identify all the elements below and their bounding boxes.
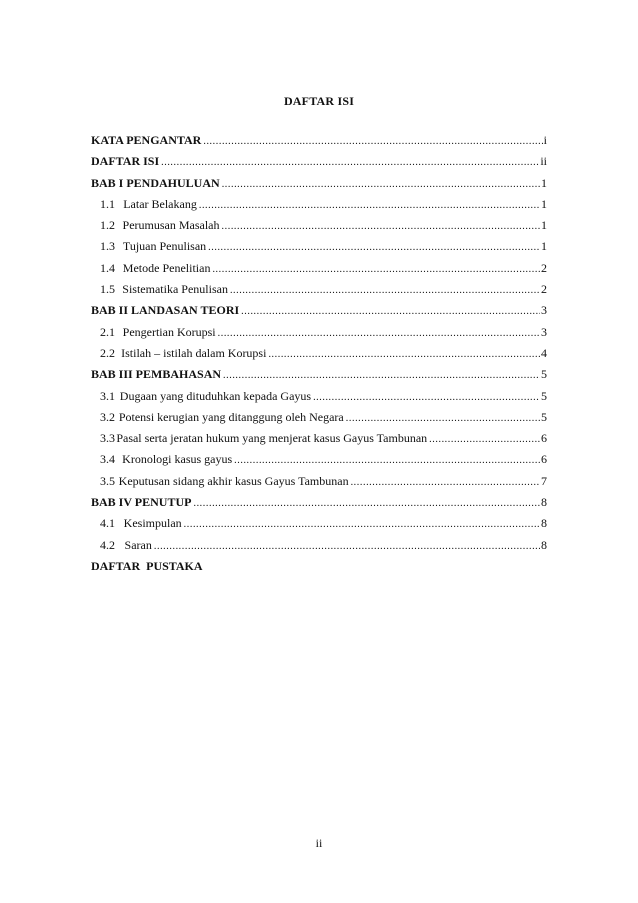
toc-page-number: 8: [541, 537, 547, 552]
toc-entry-2-1[interactable]: [91, 322, 547, 343]
dot-leader: [222, 174, 540, 194]
toc-entry-4-2[interactable]: [91, 535, 547, 556]
toc-page-number: i: [543, 133, 547, 147]
dot-leader: [203, 131, 542, 151]
toc-entry-1-1[interactable]: [91, 194, 547, 215]
toc-page-number: 1: [541, 175, 547, 190]
toc-page-number: 1: [541, 196, 547, 211]
toc-entry-label: Sistematika Penulisan: [122, 282, 228, 297]
toc-section-number: 1.5: [100, 282, 115, 297]
toc-entry-1-3[interactable]: [91, 236, 547, 257]
dot-leader: [346, 408, 540, 428]
toc-section-number: 1.1: [100, 196, 115, 211]
dot-leader: [223, 365, 540, 385]
toc-entry-label: Dugaan yang dituduhkan kepada Gayus: [119, 388, 312, 403]
toc-section-number: 1.2: [100, 218, 115, 233]
dot-leader: [241, 301, 540, 321]
toc-entry-label: Kesimpulan: [123, 516, 182, 531]
dot-leader: [230, 280, 540, 300]
toc-entry-bab-3[interactable]: [91, 364, 547, 385]
toc-entry-daftar-isi[interactable]: [91, 151, 547, 172]
dot-leader: [212, 259, 540, 279]
dot-leader: [184, 514, 540, 534]
toc-entry-label: Perumusan Masalah: [122, 218, 220, 233]
toc-page-number: 4: [541, 345, 547, 360]
toc-entry-1-4[interactable]: [91, 258, 547, 279]
toc-entry-label: BAB II LANDASAN TEORI: [91, 303, 240, 318]
toc-entry-label: Tujuan Penulisan: [122, 239, 207, 254]
toc-entry-bab-2[interactable]: [91, 300, 547, 321]
toc-entry-3-4[interactable]: [91, 449, 547, 470]
toc-entry-daftar-pustaka[interactable]: [91, 556, 547, 577]
table-of-contents: [91, 130, 547, 577]
dot-leader: [199, 195, 540, 215]
toc-page-number: 5: [541, 388, 547, 403]
dot-leader: [222, 216, 540, 236]
toc-page-number: 5: [541, 367, 547, 382]
toc-page-number: 3: [541, 303, 547, 318]
toc-entry-label: Latar Belakang: [123, 196, 197, 211]
toc-section-number: 3.1: [100, 388, 115, 403]
dot-leader: [161, 152, 539, 172]
toc-entry-bab-1[interactable]: [91, 173, 547, 194]
toc-page-number: 6: [541, 452, 547, 467]
dot-leader: [154, 536, 540, 556]
toc-entry-label: Potensi kerugian yang ditanggung oleh Negara: [118, 409, 344, 424]
toc-page-number: 1: [541, 218, 547, 233]
toc-entry-3-1[interactable]: [91, 386, 547, 407]
toc-page-number: ii: [540, 154, 547, 169]
dot-leader: [234, 450, 540, 470]
toc-section-number: 2.2: [100, 345, 115, 360]
toc-entry-label: BAB III PEMBAHASAN: [91, 367, 222, 382]
toc-entry-label: Kronologi kasus gayus: [122, 452, 233, 467]
toc-entry-3-2[interactable]: [91, 407, 547, 428]
dot-leader: [429, 429, 540, 449]
toc-section-number: 4.1: [100, 516, 115, 531]
toc-entry-bab-4[interactable]: [91, 492, 547, 513]
toc-section-number: 4.2: [100, 537, 115, 552]
toc-entry-label: DAFTAR ISI: [91, 154, 160, 169]
toc-page-number: 7: [541, 473, 547, 488]
toc-page-number: 8: [541, 495, 547, 510]
toc-page-number: 5: [541, 409, 547, 424]
toc-entry-label: Istilah – istilah dalam Korupsi: [121, 345, 267, 360]
toc-entry-2-2[interactable]: [91, 343, 547, 364]
page-title: DAFTAR ISI: [283, 94, 355, 108]
toc-page-number: 2: [541, 282, 547, 297]
toc-entry-label: BAB IV PENUTUP: [91, 495, 192, 510]
toc-page-number: 1: [541, 239, 547, 254]
dot-leader: [313, 387, 540, 407]
dot-leader: [351, 472, 540, 492]
toc-entry-1-2[interactable]: [91, 215, 547, 236]
toc-section-number: 2.1: [100, 324, 115, 339]
toc-entry-3-3[interactable]: [91, 428, 547, 449]
toc-entry-label: Pengertian Korupsi: [122, 324, 216, 339]
footer-page-number: ii: [315, 836, 323, 850]
toc-entry-3-5[interactable]: [91, 471, 547, 492]
toc-entry-label: DAFTAR PUSTAKA: [91, 558, 203, 573]
toc-section-number: 3.4: [100, 452, 115, 467]
toc-entry-kata-pengantar[interactable]: [91, 130, 547, 151]
toc-page-number: 2: [541, 260, 547, 275]
dot-leader: [208, 237, 540, 257]
toc-entry-label: Keputusan sidang akhir kasus Gayus Tambunan: [118, 473, 349, 488]
toc-entry-label: Pasal serta jeratan hukum yang menjerat kasus Gayus Tambunan: [116, 431, 428, 446]
toc-section-number: 1.3: [100, 239, 115, 254]
toc-entry-label: Saran: [124, 537, 152, 552]
toc-entry-1-5[interactable]: [91, 279, 547, 300]
toc-section-number: 3.2: [100, 409, 115, 424]
toc-section-number: 3.5: [100, 473, 115, 488]
dot-leader: [193, 493, 540, 513]
toc-page-number: 3: [541, 324, 547, 339]
toc-section-number: 1.4: [100, 260, 115, 275]
toc-section-number: 3.3: [100, 431, 115, 446]
toc-entry-label: Metode Penelitian: [122, 260, 211, 275]
toc-entry-4-1[interactable]: [91, 513, 547, 534]
dot-leader: [218, 323, 540, 343]
toc-entry-label: KATA PENGANTAR: [91, 133, 202, 147]
dot-leader: [268, 344, 540, 364]
toc-page-number: 8: [541, 516, 547, 531]
toc-page-number: 6: [541, 431, 547, 446]
toc-entry-label: BAB I PENDAHULUAN: [91, 175, 220, 190]
